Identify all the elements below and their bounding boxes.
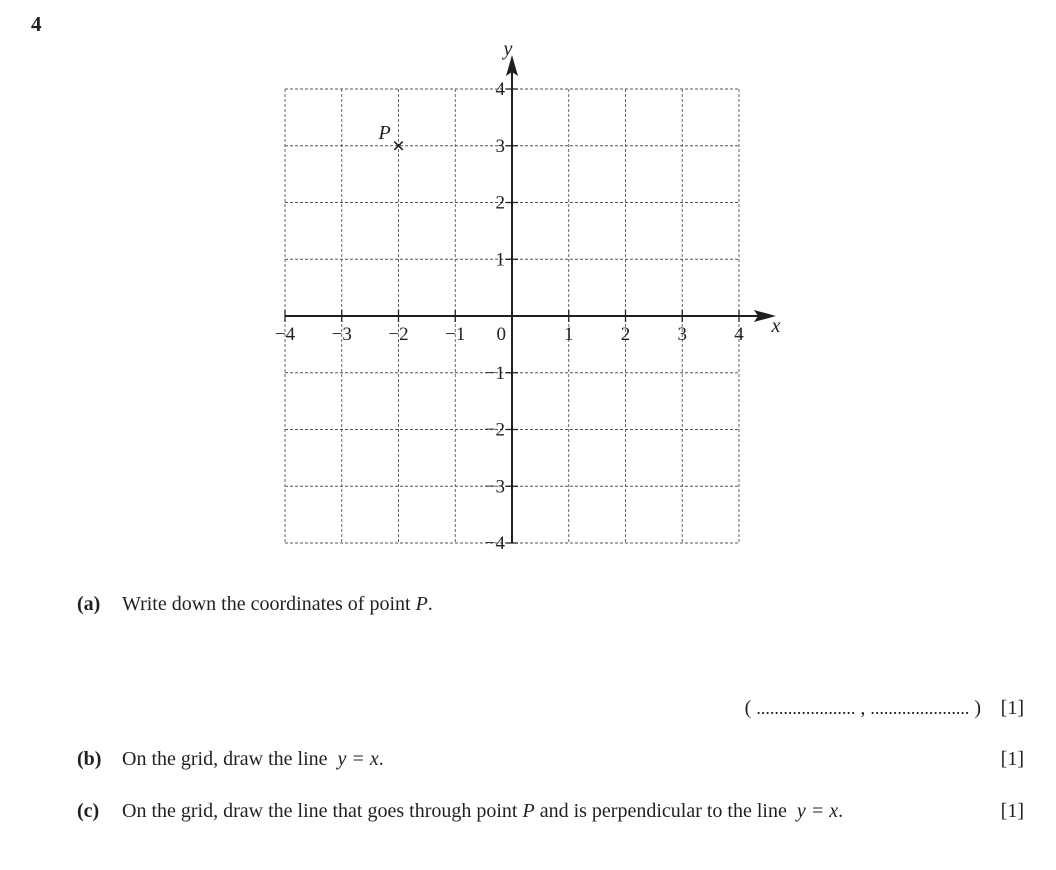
part-a-label: (a) — [77, 593, 101, 615]
answer-coordinates[interactable] — [745, 696, 981, 720]
part-a-text-after: . — [427, 593, 433, 615]
x-tick-label: −3 — [331, 324, 352, 345]
part-c-text-after: and is perpendicular to the line — [534, 800, 787, 822]
y-tick-label: −4 — [484, 533, 505, 554]
answer-comma: , — [860, 697, 866, 719]
part-b-end: . — [378, 748, 384, 770]
answer-y-blank[interactable]: ...................... — [870, 698, 970, 718]
x-tick-label: −1 — [445, 324, 466, 345]
x-axis-label: x — [771, 315, 781, 337]
part-c-var: P — [522, 800, 535, 822]
x-tick-label: 1 — [564, 324, 574, 345]
answer-close-paren: ) — [974, 697, 981, 719]
y-tick-label: 3 — [495, 135, 505, 157]
part-a-marks: [1] — [1000, 697, 1024, 719]
y-tick-label: 2 — [495, 192, 505, 214]
origin-label: 0 — [496, 324, 506, 345]
x-tick-label: 4 — [734, 324, 744, 345]
x-tick-label: 3 — [677, 324, 687, 345]
x-tick-label: −4 — [274, 324, 296, 345]
part-b-marks: [1] — [1000, 748, 1024, 770]
y-tick-label: −3 — [484, 476, 505, 498]
y-tick-label: 4 — [495, 79, 505, 100]
y-axis-label: y — [503, 38, 513, 60]
point-label: P — [378, 121, 391, 144]
answer-x-blank[interactable]: ...................... — [756, 698, 856, 718]
x-tick-label: 2 — [620, 324, 631, 345]
part-a-var: P — [415, 593, 428, 615]
part-b-equation: y = x — [337, 748, 379, 770]
x-tick-label: −2 — [388, 324, 409, 345]
part-b-label: (b) — [77, 748, 102, 770]
part-c-text-before: On the grid, draw the line that goes through point — [122, 800, 523, 822]
part-a-text — [122, 592, 433, 616]
y-tick-label: 1 — [495, 249, 505, 271]
part-c-equation: y = x — [796, 800, 839, 822]
tick-labels — [275, 38, 781, 554]
part-b-text-main: On the grid, draw the line — [122, 748, 328, 770]
part-c-end: . — [838, 800, 844, 822]
y-tick-label: −1 — [484, 362, 505, 384]
part-c-text — [122, 799, 843, 823]
part-a-text-before: Write down the coordinates of point — [122, 593, 416, 615]
part-c-label: (c) — [77, 800, 100, 822]
part-b-text — [122, 747, 384, 771]
y-tick-label: −2 — [484, 419, 505, 441]
axes — [285, 55, 776, 543]
answer-open-paren: ( — [744, 697, 752, 719]
part-c-marks: [1] — [1000, 800, 1024, 822]
question-number: 4 — [31, 12, 42, 36]
